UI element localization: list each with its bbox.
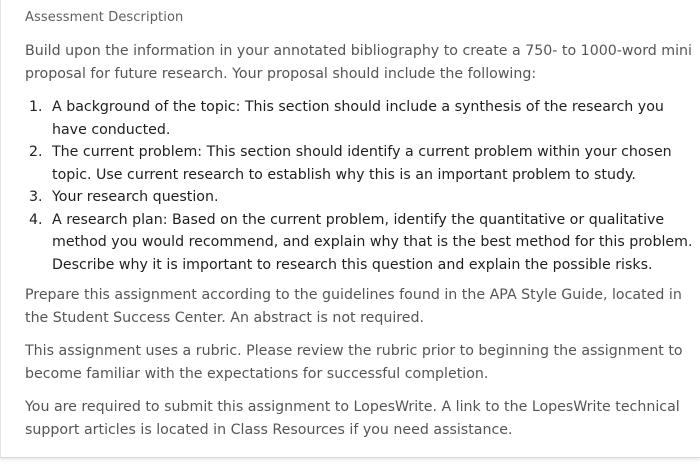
- section-title: Assessment Description: [25, 10, 184, 25]
- requirement-item-3: [1, 186, 700, 209]
- requirement-text: A background of the topic: This section should include a synthesis of the research you have conducted.: [52, 99, 664, 138]
- requirement-number: 4.: [29, 211, 43, 228]
- requirement-item-4: [1, 209, 700, 277]
- requirement-number: 1.: [29, 99, 43, 115]
- rubric-paragraph: This assignment uses a rubric. Please review the rubric prior to beginning the assignment to become familiar with the expectations for successful completion.: [25, 343, 683, 382]
- lopeswrite-paragraph: You are required to submit this assignment to LopesWrite. A link to the LopesWrite technical support articles is located in Class Resources if you need assistance.: [25, 399, 680, 438]
- requirement-item-2: [1, 141, 700, 186]
- intro-paragraph: Build upon the information in your annotated bibliography to create a 750- to 1000-word mini proposal for future research. Your proposal should include the following:: [25, 43, 692, 82]
- requirement-text: The current problem: This section should identify a current problem within your chosen topic. Use current research to establish why this is an important problem to study.: [52, 144, 672, 183]
- apa-guidelines-paragraph: Prepare this assignment according to the guidelines found in the APA Style Guide, located in the Student Success Center. An abstract is not required.: [25, 287, 682, 326]
- requirement-number: 2.: [29, 144, 43, 160]
- requirements-list: [1, 96, 700, 276]
- requirement-text: A research plan: Based on the current problem, identify the quantitative or qualitative method you would recommend, and explain why that is the best method for this problem. Describe why it is important to research this question and explain the possible risks.: [52, 211, 693, 273]
- requirement-text: Your research question.: [52, 189, 219, 205]
- requirement-number: 3.: [29, 189, 43, 205]
- requirement-item-1: [1, 96, 700, 141]
